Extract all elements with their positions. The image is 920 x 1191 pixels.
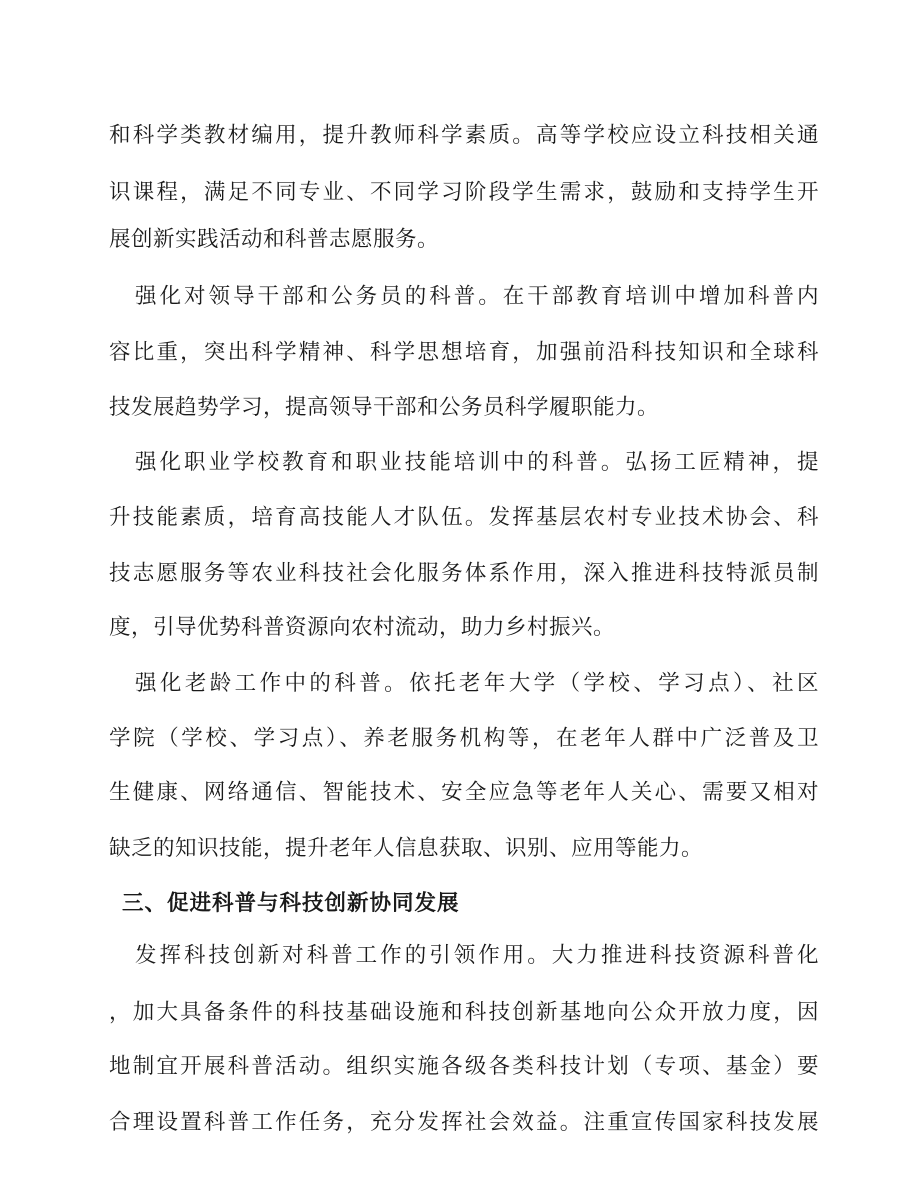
section-heading: 三、促进科普与科技创新协同发展: [122, 891, 460, 916]
text-line: 容比重，突出科学精神、科学思想培育，加强前沿科技知识和全球科: [109, 340, 819, 365]
text-line: 和科学类教材编用，提升教师科学素质。高等学校应设立科技相关通: [109, 123, 819, 148]
text-line: 度，引导优势科普资源向农村流动，助力乡村振兴。: [109, 615, 616, 640]
text-line: 缺乏的知识技能，提升老年人信息获取、识别、应用等能力。: [109, 836, 704, 861]
paragraph-first-line: 强化对领导干部和公务员的科普。在干部教育培训中增加科普内: [135, 284, 819, 309]
text-line: 升技能素质，培育高技能人才队伍。发挥基层农村专业技术协会、科: [109, 505, 819, 530]
text-line: 技发展趋势学习，提高领导干部和公务员科学履职能力。: [109, 395, 660, 420]
text-line: ，加大具备条件的科技基础设施和科技创新基地向公众开放力度，因: [109, 1000, 819, 1025]
paragraph-first-line: 发挥科技创新对科普工作的引领作用。大力推进科技资源科普化: [135, 943, 819, 968]
text-line: 识课程，满足不同专业、不同学习阶段学生需求，鼓励和支持学生开: [109, 180, 819, 205]
text-line: 学院（学校、学习点）、养老服务机构等，在老年人群中广泛普及卫: [109, 726, 819, 751]
text-line: 生健康、网络通信、智能技术、安全应急等老年人关心、需要又相对: [109, 780, 819, 805]
text-line: 地制宜开展科普活动。组织实施各级各类科技计划（专项、基金）要: [109, 1054, 819, 1079]
paragraph-first-line: 强化职业学校教育和职业技能培训中的科普。弘扬工匠精神，提: [135, 450, 819, 475]
paragraph-first-line: 强化老龄工作中的科普。依托老年大学（学校、学习点）、社区: [135, 671, 819, 696]
text-line: 技志愿服务等农业科技社会化服务体系作用，深入推进科技特派员制: [109, 561, 819, 586]
text-line: 展创新实践活动和科普志愿服务。: [109, 227, 440, 252]
text-line: 合理设置科普工作任务，充分发挥社会效益。注重宣传国家科技发展: [109, 1110, 819, 1135]
